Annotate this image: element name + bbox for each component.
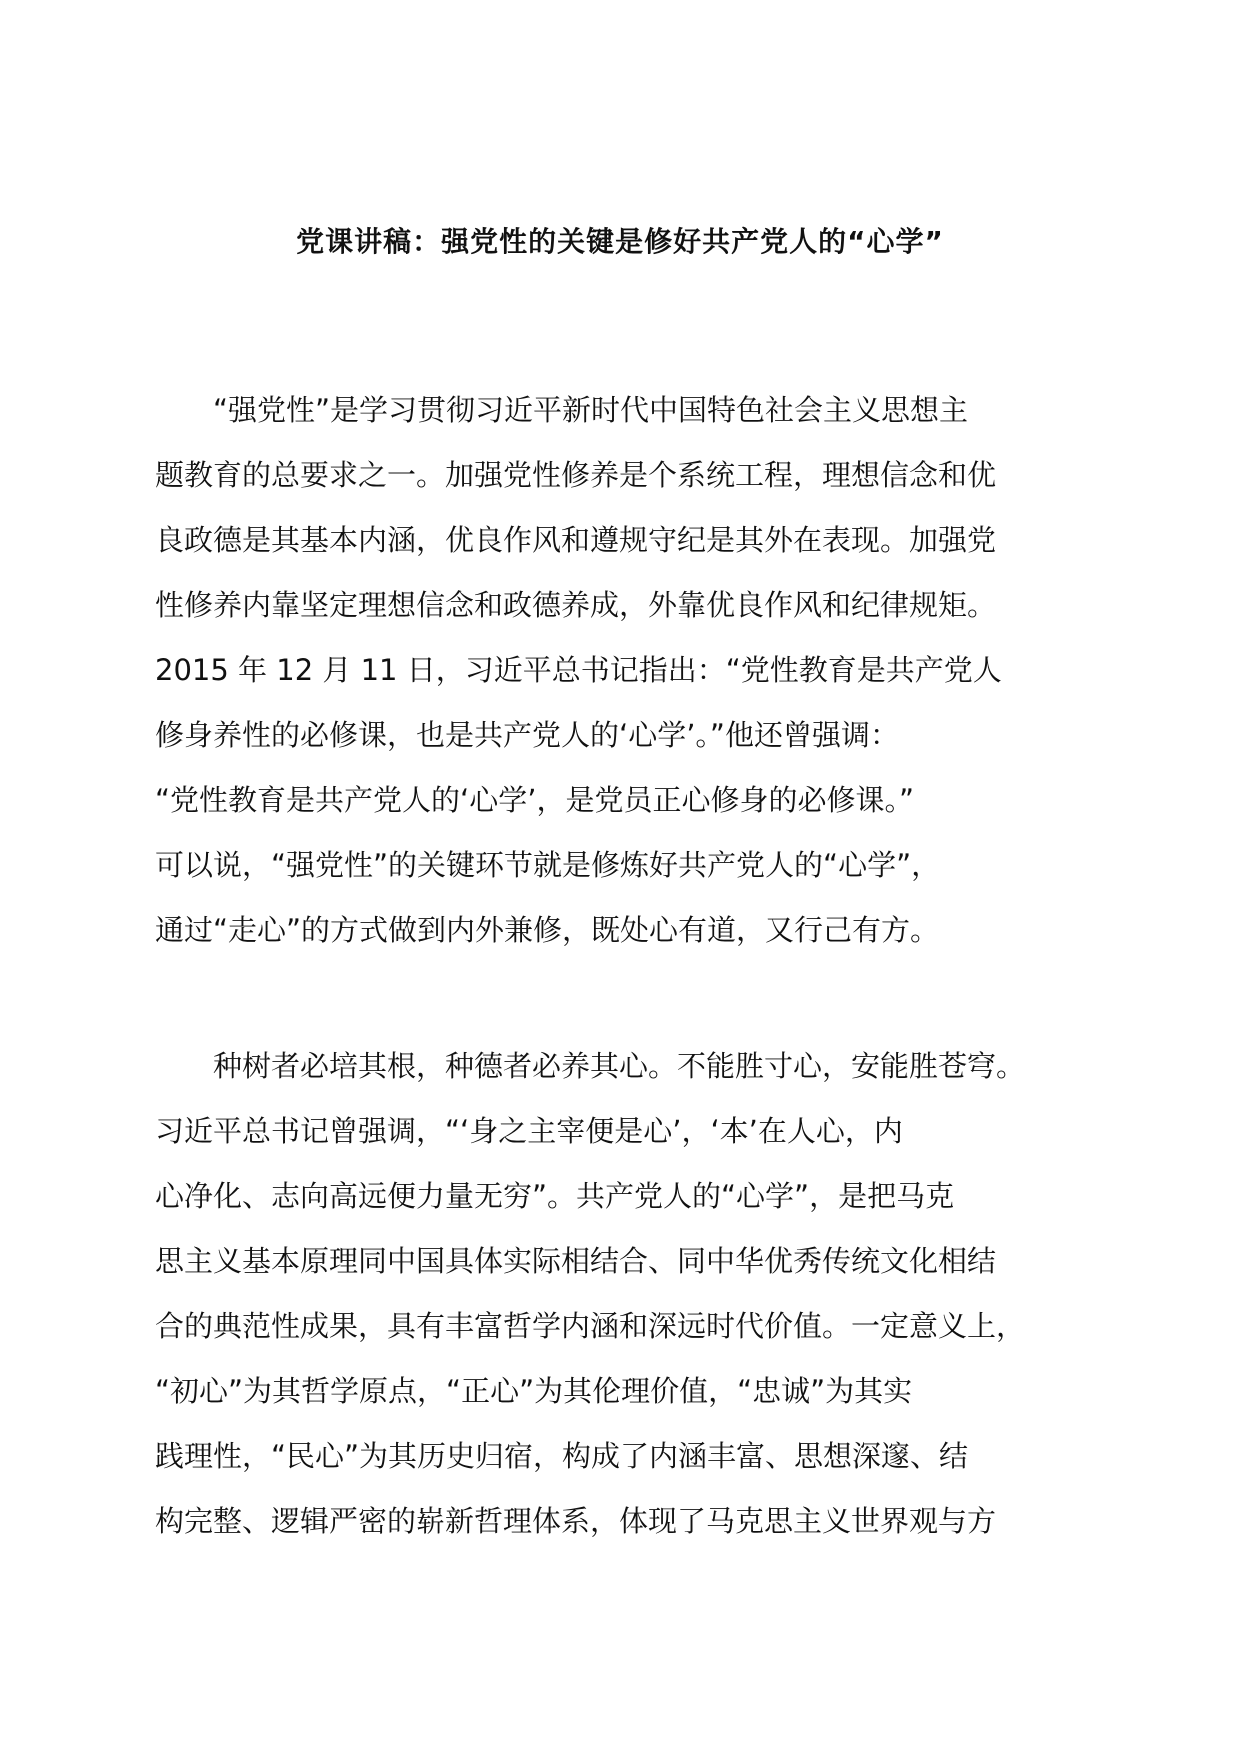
paragraph-line: 良政德是其基本内涵，优良作风和遵规守纪是其外在表现。加强党 bbox=[155, 523, 997, 557]
document-title: 党课讲稿：强党性的关键是修好共产党人的“心学” bbox=[296, 225, 944, 258]
paragraph-line: 习近平总书记曾强调，“‘身之主宰便是心’，‘本’在人心，内 bbox=[155, 1114, 903, 1148]
paragraph-line: 修身养性的必修课，也是共产党人的‘心学’。”他还曾强调： bbox=[155, 718, 899, 752]
paragraph-line: 通过“走心”的方式做到内外兼修，既处心有道，又行己有方。 bbox=[155, 913, 940, 947]
paragraph-line: 性修养内靠坚定理想信念和政德养成，外靠优良作风和纪律规矩。 bbox=[155, 588, 997, 622]
paragraph-line: “党性教育是共产党人的‘心学’，是党员正心修身的必修课。” bbox=[155, 783, 914, 817]
paragraph-line: “初心”为其哲学原点，“正心”为其伦理价值，“忠诚”为其实 bbox=[155, 1374, 913, 1408]
paragraph-line: 可以说，“强党性”的关键环节就是修炼好共产党人的“心学”， bbox=[155, 848, 941, 882]
paragraph-line: 构完整、逻辑严密的崭新哲理体系，体现了马克思主义世界观与方 bbox=[155, 1504, 997, 1538]
paragraph-line: 合的典范性成果，具有丰富哲学内涵和深远时代价值。一定意义上， bbox=[155, 1309, 1026, 1343]
paragraph-line: 2015 年 12 月 11 日，习近平总书记指出：“党性教育是共产党人 bbox=[155, 653, 1002, 687]
paragraph-line: 思主义基本原理同中国具体实际相结合、同中华优秀传统文化相结 bbox=[155, 1244, 997, 1278]
paragraph-line: 践理性，“民心”为其历史归宿，构成了内涵丰富、思想深邃、结 bbox=[155, 1439, 969, 1473]
paragraph-intro bbox=[155, 378, 1095, 963]
paragraph-line: “强党性”是学习贯彻习近平新时代中国特色社会主义思想主 bbox=[213, 393, 969, 427]
paragraph-line: 心净化、志向高远便力量无穷”。共产党人的“心学”，是把马克 bbox=[155, 1179, 955, 1213]
paragraph-line: 题教育的总要求之一。加强党性修养是个系统工程，理想信念和优 bbox=[155, 458, 997, 492]
paragraph-line: 种树者必培其根，种德者必养其心。不能胜寸心，安能胜苍穹。 bbox=[213, 1049, 1026, 1083]
paragraph-heart-study bbox=[155, 1034, 1095, 1554]
